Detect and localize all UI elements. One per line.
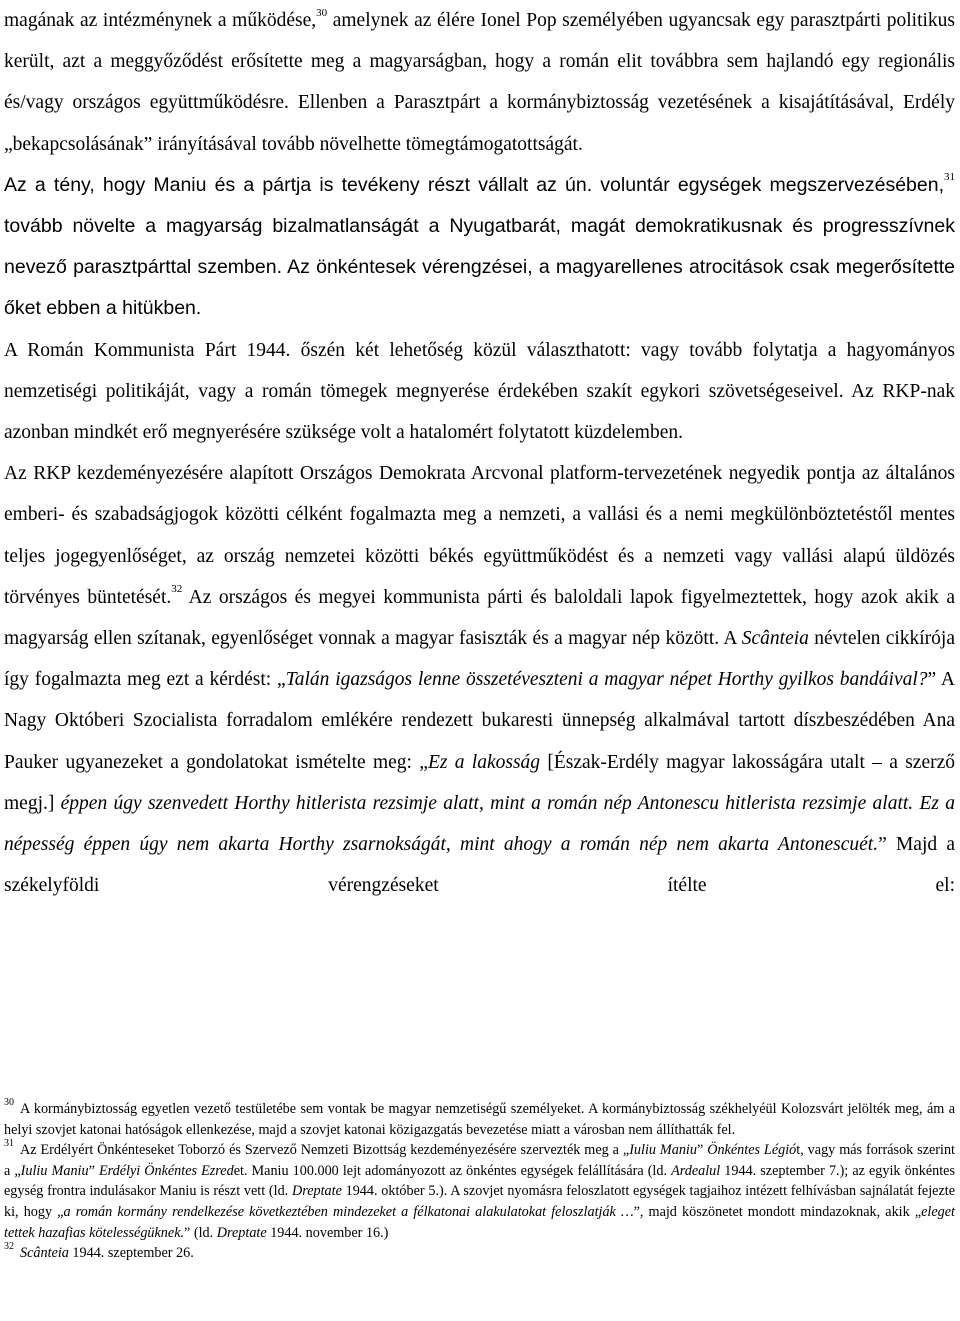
text-segment: t, vagy más források szerint a „ — [4, 1142, 956, 1179]
italic-text: Scânteia — [741, 628, 809, 650]
paragraph-4 — [4, 453, 955, 906]
italic-text: Iuliu Maniu — [20, 1162, 89, 1179]
text-segment: ” — [696, 1142, 708, 1159]
italic-text: Ez a lakosság — [427, 751, 541, 773]
italic-text: Önkéntes Légió — [707, 1142, 797, 1159]
text-segment: A kormánybiztosság egyetlen vezető testületébe sem vontak be magyar nemzetiségű személyeket. A kormánybiztosság székhelyéül Kolozsvárt jelölték meg, ám a helyi szovjet katonai hatóságok ellenkezése, majd a szovjet katonai közigazgatás bevezetése miatt a városban nem állíthatták fel. — [4, 1101, 955, 1138]
paragraph-2 — [4, 165, 955, 330]
text-segment: ”, majd köszönetet mondott mindazoknak, akik „ — [633, 1203, 922, 1220]
footnote-number: 31 — [4, 1138, 14, 1150]
text-segment: Az Erdélyért Önkénteseket Toborzó és Szervező Nemzeti Bizottság kezdeményezésére szervezték meg a „ — [20, 1142, 630, 1159]
text-segment: A Román Kommunista Párt 1944. őszén két lehetőség közül választhatott: vagy tovább folytatja a hagyományos nemzetiségi politikáját, vagy a román tömegek megnyerése érdekében szakít egykori szövetségeseivel. Az RKP-nak azonban mindkét erő megnyerésére szüksége volt a hatalomért folytatott küzdelemben. — [4, 339, 955, 444]
italic-text: Talán igazságos lenne összetéveszteni a magyar népet Horthy gyilkos bandáival? — [285, 669, 928, 691]
italic-text: Dreptate — [291, 1183, 342, 1200]
footnote-ref: 31 — [944, 171, 955, 184]
italic-text: Iuliu Maniu — [629, 1142, 697, 1159]
text-segment: amelynek az élére Ionel Pop személyében ugyancsak egy parasztpárti politikus került, azt a meggyőződést erősítette meg a magyarságban, hogy a román elit továbbra sem hajlandó egy regionális és/vagy országos együttműködésre. Ellenben a Parasztpárt a kormánybiztosság vezetésének a kisajátításával, Erdély „bekapcsolásának” irányításával tovább növelhette tömegtámogatottságát. — [4, 10, 955, 155]
text-segment: ” — [88, 1162, 99, 1179]
footnote-number: 32 — [4, 1241, 14, 1253]
italic-text: Ardealul — [671, 1162, 721, 1179]
footnote-31 — [4, 1140, 955, 1243]
text-segment: et. Maniu 100.000 lejt adományozott az önkéntes egységek felállítására (ld. — [233, 1162, 672, 1179]
footnote-number: 30 — [4, 1097, 14, 1109]
text-segment: magának az intézménynek a működése, — [4, 10, 317, 31]
text-segment: Az a tény, hogy Maniu és a pártja is tevékeny részt vállalt az ún. voluntár egységek megszervezésében, — [4, 173, 944, 196]
paragraph-1 — [4, 0, 955, 165]
text-segment: ” Majd a székelyföldi vérengzéseket ítélte el: — [4, 834, 955, 897]
italic-text: eleget tettek hazafias kötelességüknek. — [4, 1203, 955, 1241]
footnotes — [4, 1099, 955, 1264]
footnote-32 — [4, 1243, 955, 1264]
text-segment: ” A Nagy Októberi Szocialista forradalom emlékére rendezett bukaresti ünnepség alkalmával tartott díszbeszédében Ana Pauker ugyanezeket a gondolatokat ismételte meg: „ — [4, 669, 955, 773]
text-segment: 1944. október 5.). A szovjet nyomásra feloszlatott egységek tagjaihoz intézett felhívásban sajnálatát fejezte ki, hogy „ — [4, 1183, 955, 1220]
text-segment: tovább növelte a magyarság bizalmatlanságát a Nyugatbarát, magát demokratikusnak és progresszívnek nevező parasztpárttal szemben. Az önkéntesek vérengzései, a magyarellenes atrocitások csak megerősítette őket ebben a hitükben. — [4, 215, 955, 320]
paragraph-3 — [4, 330, 955, 454]
footnote-ref: 32 — [171, 583, 183, 596]
footnote-ref: 30 — [316, 6, 328, 19]
italic-text: Dreptate — [216, 1224, 267, 1241]
text-segment: 1944. szeptember 26. — [68, 1245, 194, 1262]
text-segment: Az RKP kezdeményezésére alapított Országos Demokrata Arcvonal platform-tervezetének negyedik pontja az általános emberi- és szabadságjogok közötti célként fogalmazta meg a nemzeti, a vallási és a nemi megkülönböztetéstől mentes teljes jogegyenlőséget, az ország nemzetei közötti békés együttműködést és a nemzeti vagy vallási alapú üldözés törvényes büntetését. — [4, 463, 955, 608]
italic-text: éppen úgy szenvedett Horthy hitlerista rezsimje alatt, mint a román nép Antonescu hitlerista rezsimje alatt. Ez a népesség éppen úgy nem akarta Horthy zsarnokságát, mint ahogy a román nép nem akarta Antonescuét. — [4, 792, 955, 856]
footnote-30 — [4, 1099, 955, 1140]
text-segment: névtelen cikkírója így fogalmazta meg ezt a kérdést: „ — [4, 628, 955, 691]
body-text — [4, 0, 955, 906]
text-segment: 1944. november 16.) — [266, 1224, 389, 1241]
text-segment: [Észak-Erdély magyar lakosságára utalt – a szerző megj.] — [4, 751, 955, 814]
italic-text: Erdélyi Önkéntes Ezred — [98, 1162, 234, 1179]
text-segment: ” (ld. — [184, 1224, 217, 1241]
italic-text: Scânteia — [20, 1245, 69, 1262]
text-segment: 1944. szeptember 7.); az egyik önkéntes egység frontra indulásakor Maniu is részt vett (ld. — [4, 1162, 955, 1200]
italic-text: a román kormány rendelkezése következtében mindezeket a félkatonai alakulatokat feloszlatják … — [63, 1203, 634, 1220]
text-segment: Az országos és megyei kommunista párti és baloldali lapok figyelmeztettek, hogy azok akik a magyarság ellen szítanak, egyenlőséget vonnak a magyar fasiszták és a magyar nép között. A — [4, 586, 955, 650]
